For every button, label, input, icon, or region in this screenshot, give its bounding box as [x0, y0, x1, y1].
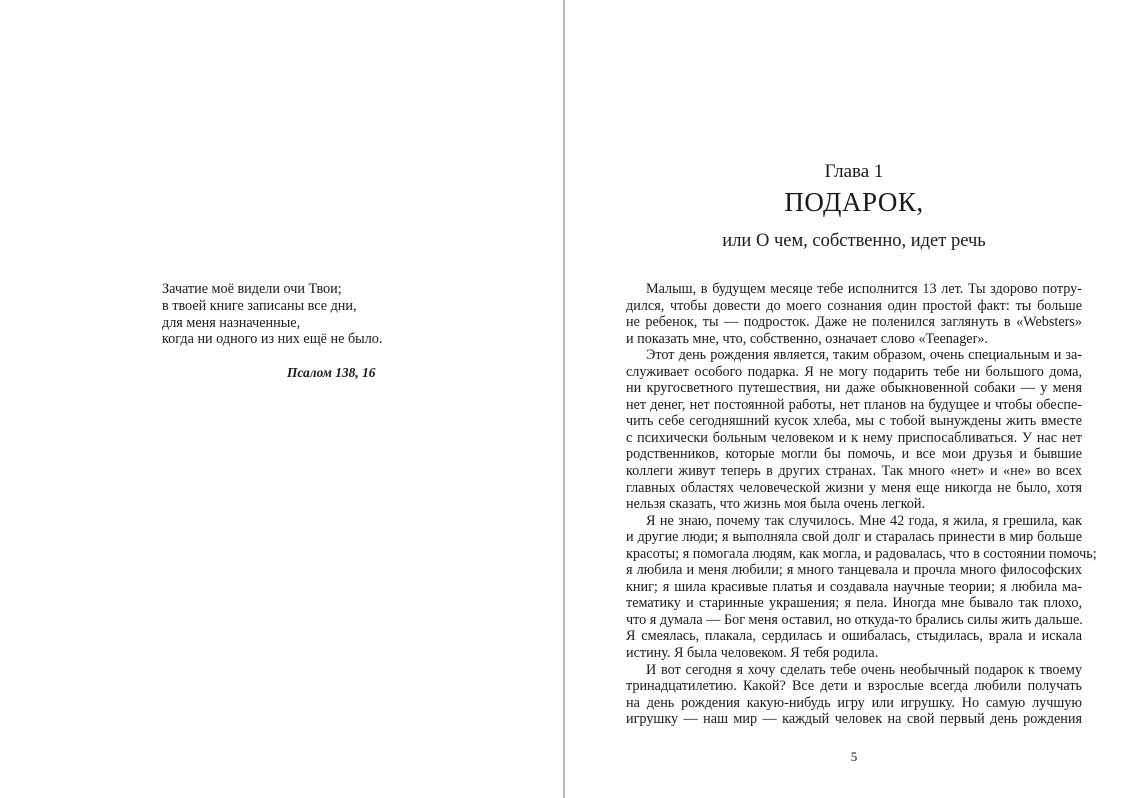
text-line: служивает особого подарка. Я не могу подарить тебе ни большого дома,: [626, 363, 1082, 380]
text-line: коллеги живут теперь в других странах. Так много «нет» и «не» во всех: [626, 463, 1082, 480]
text-line: Я не знаю, почему так случилось. Мне 42 года, я жила, я грешила, как: [646, 512, 1082, 529]
text-line: Я смеялась, плакала, сердилась и ошибалась, стыдилась, врала и искала: [626, 628, 1082, 645]
text-line: тринадцатилетию. Какой? Все дети и взрослые всегда любили получать: [626, 678, 1082, 695]
text-line: главных областях человеческой жизни у меня еще никогда не было, хотя: [626, 479, 1082, 496]
chapter-subtitle: или О чем, собственно, идет речь: [722, 231, 986, 251]
text-line: нет денег, нет постоянной работы, нет планов на будущее и чтобы обеспе-: [626, 396, 1082, 413]
text-line: игрушку — наш мир — каждый человек на свой первый день рождения: [626, 711, 1082, 728]
chapter-title: ПОДАРОК,: [784, 187, 924, 217]
epigraph-line: Зачатие моё видели очи Твои;: [162, 281, 342, 297]
text-line: на день рождения какую-нибудь игру или игрушку. Но самую лучшую: [626, 694, 1082, 711]
page-number: 5: [850, 749, 858, 764]
epigraph-source: Псалом 138, 16: [287, 365, 376, 380]
text-line: красоты; я помогала людям, как могла, и радовалась, что в состоянии помочь;: [626, 545, 1097, 562]
text-line: Этот день рождения является, таким образом, очень специальным и за-: [646, 347, 1082, 364]
chapter-body: [626, 281, 1097, 728]
epigraph: [162, 281, 462, 380]
text-line: родственников, которые могли бы помочь, и все мои друзья и бывшие: [626, 446, 1082, 463]
text-line: с психически больным человеком и к нему приспосабливаться. У нас нет: [626, 429, 1082, 446]
text-line: Малыш, в будущем месяце тебе исполнится 13 лет. Ты здорово потру-: [646, 281, 1082, 297]
epigraph-line: для меня назначенные,: [162, 314, 301, 331]
chapter-number: Глава 1: [824, 161, 884, 182]
page-gutter: [563, 0, 565, 798]
text-line: тематику и старинные украшения; я пела. Иногда мне бывало так плохо,: [626, 595, 1082, 612]
epigraph-line: когда ни одного из них ещё не было.: [162, 331, 383, 348]
epigraph-line: в твоей книге записаны все дни,: [162, 297, 357, 314]
text-line: не ребенок, ты — подросток. Даже не поленился заглянуть в «Websters»: [626, 314, 1082, 331]
text-line: ни кругосветного путешествия, ни даже обыкновенной собаки — у меня: [626, 380, 1082, 397]
text-line: чить себе сегодняшний кусок хлеба, мы с тобой вынуждены жить вместе: [626, 413, 1082, 430]
text-line: дился, чтобы довести до моего сознания один простой факт: ты больше: [626, 297, 1082, 314]
text-line: и другие люди; я выполняла свой долг и старалась принести в мир больше: [626, 529, 1082, 546]
text-line: что я думала — Бог меня оставил, но откуда-то брались силы жить дальше.: [626, 611, 1083, 628]
text-line: я любила и меня любили; я много танцевала и прочла много философских: [626, 562, 1082, 579]
text-line: И вот сегодня я хочу сделать тебе очень необычный подарок к твоему: [646, 661, 1082, 678]
text-line: истину. Я была человеком. Я тебя родила.: [626, 645, 879, 662]
text-line: нельзя сказать, что жизнь моя была очень легкой.: [626, 496, 926, 513]
text-line: и показать мне, что, собственно, означает слово «Teenager».: [626, 330, 988, 347]
text-line: книг; я шила красивые платья и создавала научные теории; я любила ма-: [626, 578, 1082, 595]
